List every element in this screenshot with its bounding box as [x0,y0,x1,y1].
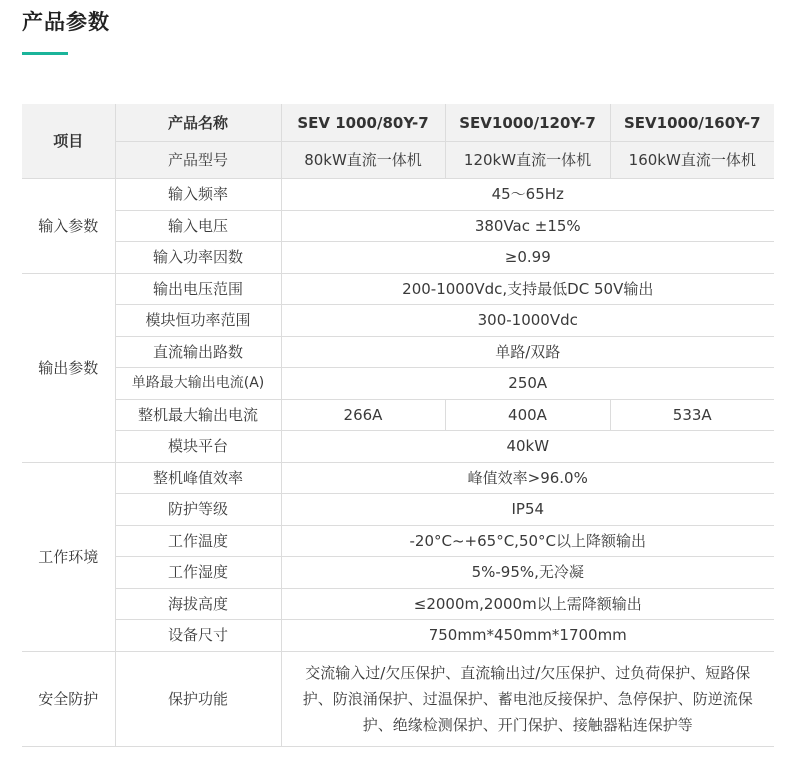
header-model-2: 120kW直流一体机 [445,142,610,179]
row-value: ≥0.99 [281,242,774,274]
row-value-protection: 交流输入过/欠压保护、直流输出过/欠压保护、过负荷保护、短路保护、防浪涌保护、过温保护、蓄电池反接保护、急停保护、防逆流保护、绝缘检测保护、开门保护、接触器粘连保护等 [281,651,774,746]
header-name-3: SEV1000/160Y-7 [610,104,774,142]
table-row [22,273,774,305]
row-label: 设备尺寸 [115,620,281,652]
category-input: 输入参数 [22,179,115,274]
spec-table [22,104,774,747]
row-value: 45～65Hz [281,179,774,211]
table-row [22,399,774,431]
table-row [22,651,774,746]
row-label: 直流输出路数 [115,336,281,368]
header-item-label: 项目 [22,104,115,179]
row-value: 300-1000Vdc [281,305,774,337]
table-row [22,368,774,400]
header-model-3: 160kW直流一体机 [610,142,774,179]
table-row [22,620,774,652]
header-row-model [22,142,774,179]
header-model-label: 产品型号 [115,142,281,179]
header-model-1: 80kW直流一体机 [281,142,445,179]
row-label: 输入电压 [115,210,281,242]
header-row-name [22,104,774,142]
row-value: 750mm*450mm*1700mm [281,620,774,652]
row-label: 输出电压范围 [115,273,281,305]
category-output: 输出参数 [22,273,115,462]
row-label: 模块平台 [115,431,281,463]
row-value: IP54 [281,494,774,526]
row-value: ≤2000m,2000m以上需降额输出 [281,588,774,620]
row-value: 200-1000Vdc,支持最低DC 50V输出 [281,273,774,305]
table-row [22,525,774,557]
category-safety: 安全防护 [22,651,115,746]
table-row [22,305,774,337]
row-label: 单路最大输出电流(A) [115,368,281,400]
page-title: 产品参数 [22,10,110,34]
row-value: 单路/双路 [281,336,774,368]
row-value: -20°C~+65°C,50°C以上降额输出 [281,525,774,557]
table-row [22,557,774,589]
header-name-2: SEV1000/120Y-7 [445,104,610,142]
row-value-1: 266A [281,399,445,431]
row-value: 40kW [281,431,774,463]
row-value: 5%-95%,无冷凝 [281,557,774,589]
row-label: 输入功率因数 [115,242,281,274]
table-row [22,210,774,242]
table-row [22,494,774,526]
header-name-label: 产品名称 [115,104,281,142]
row-value: 250A [281,368,774,400]
table-row [22,242,774,274]
row-label: 整机最大输出电流 [115,399,281,431]
table-row [22,179,774,211]
table-row [22,431,774,463]
row-value-2: 400A [445,399,610,431]
table-row [22,336,774,368]
row-label: 工作温度 [115,525,281,557]
row-value-3: 533A [610,399,774,431]
table-row [22,588,774,620]
category-environment: 工作环境 [22,462,115,651]
row-label: 整机峰值效率 [115,462,281,494]
row-label: 工作湿度 [115,557,281,589]
row-label: 输入频率 [115,179,281,211]
row-label: 模块恒功率范围 [115,305,281,337]
title-underline [22,52,68,55]
row-value: 380Vac ±15% [281,210,774,242]
row-value: 峰值效率>96.0% [281,462,774,494]
row-label: 防护等级 [115,494,281,526]
row-label: 保护功能 [115,651,281,746]
table-row [22,462,774,494]
header-name-1: SEV 1000/80Y-7 [281,104,445,142]
row-label: 海拔高度 [115,588,281,620]
